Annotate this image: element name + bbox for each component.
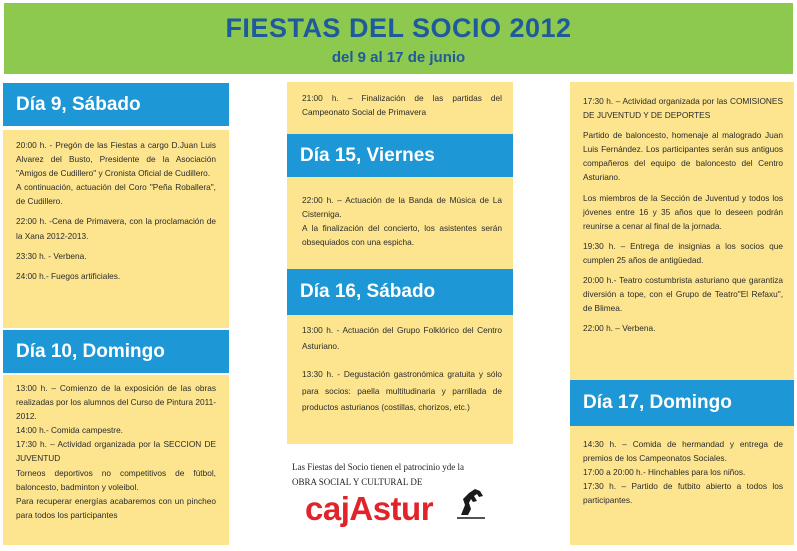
col3-item: 19:30 h. – Entrega de insignias a los socios que cumplen 25 años de antigüedad. <box>583 240 783 265</box>
day9-item: 20:00 h. - Pregón de las Fiestas a cargo D.Juan Luis Alvarez del Busto, Presidente de la Asociación "Amigos de Cudillero" y Cronista Oficial de Cudillero. <box>16 140 216 179</box>
day16-item: 13:30 h. - Degustación gastronómica gratuita y sólo para socios: paella multitudinaria y parrillada de productos asturianos (costillas, chorizos, etc.) <box>302 369 502 412</box>
col3-item: 20:00 h.- Teatro costumbrista asturiano que garantiza diversión a tope, con el Grupo de Teatro"El Refaxu", de Blimea. <box>583 275 783 314</box>
sponsor-line2: OBRA SOCIAL Y CULTURAL DE <box>292 477 423 488</box>
day17-item: 14:30 h. – Comida de hermandad y entrega de premios de los Campeonatos Sociales. <box>583 439 783 464</box>
day9-item: 22:00 h. -Cena de Primavera, con la proclamación de la Xana 2012-2013. <box>16 216 216 241</box>
day10-text <box>16 381 216 522</box>
day10-item: 14:00 h.- Comida campestre. <box>16 425 123 436</box>
day17-text <box>583 437 783 507</box>
col3-item: 17:30 h. – Actividad organizada por las COMISIONES DE JUVENTUD Y DE DEPORTES <box>583 96 783 121</box>
col3-text <box>583 94 783 335</box>
day9-item: 24:00 h.- Fuegos artificiales. <box>16 270 121 281</box>
col3-item: Los miembros de la Sección de Juventud y todos los jóvenes entre 16 y 35 años que lo deseen podrán reunirse a cenar al final de la jornada. <box>583 192 783 231</box>
horse-icon <box>455 485 487 519</box>
day15-item: A la finalización del concierto, los asistentes serán obsequiados con una espicha. <box>302 223 502 248</box>
day15-heading: Día 15, Viernes <box>287 134 513 177</box>
day10-item: Para recuperar energías acabaremos con un pincheo para todos los participantes <box>16 495 216 520</box>
day16-text <box>302 322 502 415</box>
day15-item: 22:00 h. – Actuación de la Banda de Música de La Cisterniga. <box>302 195 502 220</box>
day10-heading: Día 10, Domingo <box>3 330 229 373</box>
day9-text <box>16 138 216 283</box>
day10-item: 13:00 h. – Comienzo de la exposición de las obras realizadas por los alumnos del Curso de Pintura 2011-2012. <box>16 383 216 422</box>
day16-item: 13:00 h. - Actuación del Grupo Folklórico del Centro Asturiano. <box>302 325 502 352</box>
day15-text <box>302 193 502 249</box>
cajastur-logo-text: cajAstur <box>305 490 434 527</box>
day10-item: Torneos deportivos no competitivos de fútbol, baloncesto, badminton y voleibol. <box>16 467 216 492</box>
col3-item: Partido de baloncesto, homenaje al malogrado Juan Luis Fernández. Los participantes serán sus antiguos compañeros del equipo de baloncesto del Centro Asturiano. <box>583 130 783 183</box>
day17-item: 17:30 h. – Partido de futbito abierto a todos los participantes. <box>583 481 783 506</box>
day16-heading: Día 16, Sábado <box>287 269 513 315</box>
day17-heading: Día 17, Domingo <box>570 380 794 426</box>
col2-top-text: 21:00 h. – Finalización de las partidas del Campeonato Social de Primavera <box>302 93 502 118</box>
day17-item: 17:00 a 20:00 h.- Hinchables para los niños. <box>583 467 746 478</box>
header-banner <box>4 3 793 74</box>
page-title: FIESTAS DEL SOCIO 2012 <box>225 13 572 43</box>
day9-heading: Día 9, Sábado <box>3 83 229 126</box>
day9-item: 23:30 h. - Verbena. <box>16 250 87 261</box>
sponsor-line1: Las Fiestas del Socio tienen el patrocinio yde la <box>292 462 464 472</box>
page-subtitle: del 9 al 17 de junio <box>331 49 466 66</box>
day9-item: A continuación, actuación del Coro "Peña Roballera", de Cudillero. <box>16 182 216 207</box>
col3-item: 22:00 h. – Verbena. <box>583 323 656 334</box>
day10-item: 17:30 h. – Actividad organizada por la SECCION DE JUVENTUD <box>16 439 216 464</box>
